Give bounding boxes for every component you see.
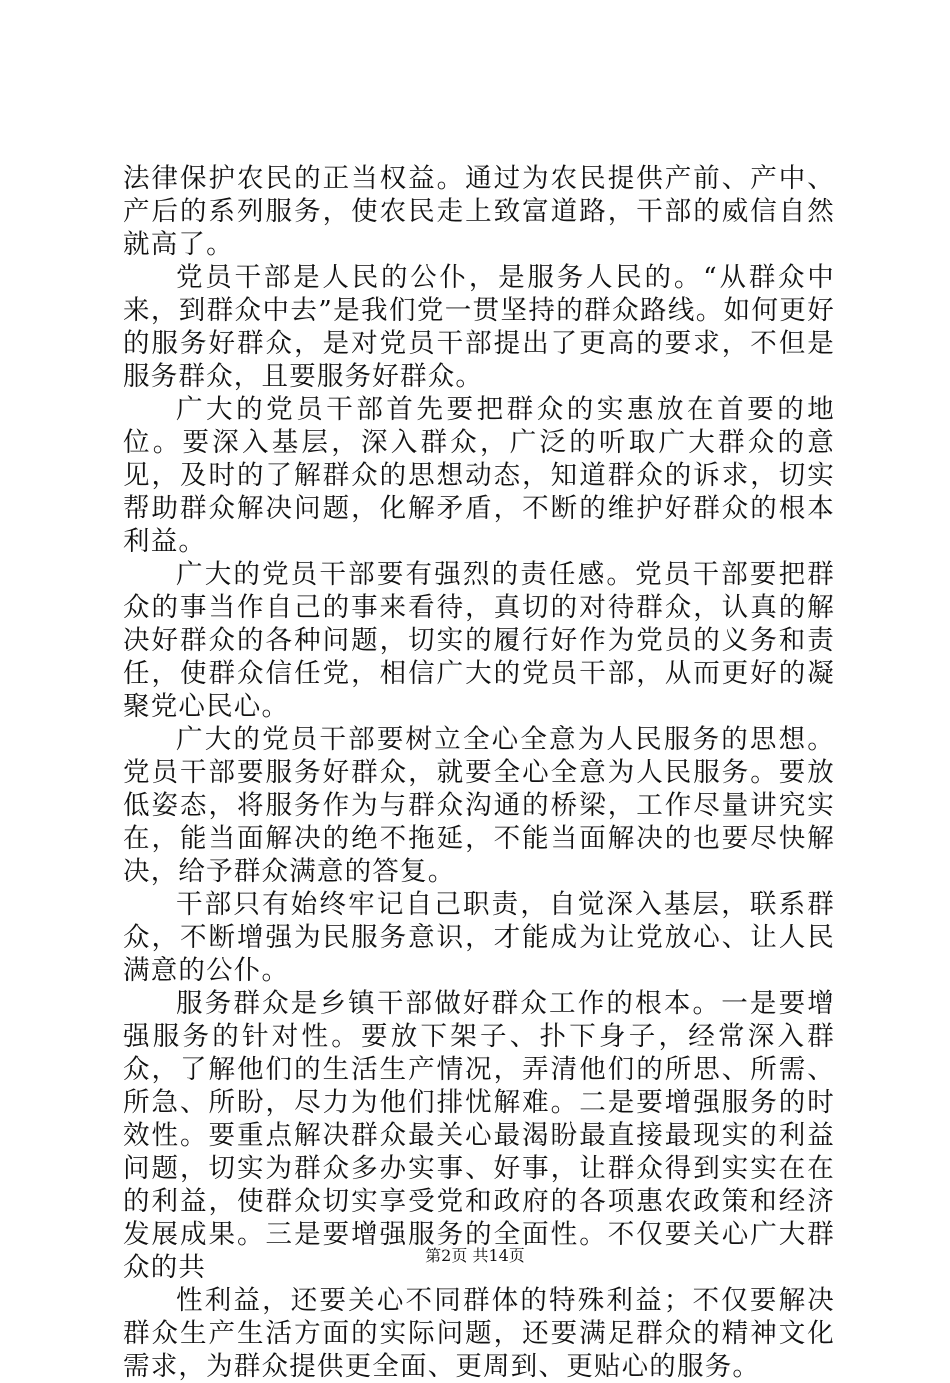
paragraph: 广大的党员干部要有强烈的责任感。党员干部要把群众的事当作自己的事来看待，真切的对待群众，认真的解决好群众的各种问题，切实的履行好作为党员的义务和责任，使群众信任党，相信广大的党员干部，从而更好的凝聚党心民心。 [123,559,835,722]
page-footer: 第2页 共14页 [425,1246,525,1265]
document-body [123,162,835,1383]
paragraph: 性利益，还要关心不同群体的特殊利益；不仅要解决群众生产生活方面的实际问题，还要满足群众的精神文化需求，为群众提供更全面、更周到、更贴心的服务。 [123,1285,835,1382]
paragraph: 服务群众是乡镇干部做好群众工作的根本。一是要增强服务的针对性。要放下架子、扑下身子，经常深入群众，了解他们的生活生产情况，弄清他们的所思、所需、所急、所盼，尽力为他们排忧解难。二是要增强服务的时效性。要重点解决群众最关心最渴盼最直接最现实的利益问题，切实为群众多办实事、好事，让群众得到实实在在的利益，使群众切实享受党和政府的各项惠农政策和经济发展成果。三是要增强服务的全面性。不仅要关心广大群众的共 [123,988,835,1283]
paragraph: 法律保护农民的正当权益。通过为农民提供产前、产中、产后的系列服务，使农民走上致富道路，干部的威信自然就高了。 [123,163,835,260]
paragraph: 干部只有始终牢记自己职责，自觉深入基层，联系群众，不断增强为民服务意识，才能成为让党放心、让人民满意的公仆。 [123,889,835,986]
paragraph: 广大的党员干部要树立全心全意为人民服务的思想。党员干部要服务好群众，就要全心全意为人民服务。要放低姿态，将服务作为与群众沟通的桥梁，工作尽量讲究实在，能当面解决的绝不拖延，不能当面解决的也要尽快解决，给予群众满意的答复。 [123,724,835,887]
paragraph: 党员干部是人民的公仆，是服务人民的。“从群众中来，到群众中去”是我们党一贯坚持的群众路线。如何更好的服务好群众，是对党员干部提出了更高的要求，不但是服务群众，且要服务好群众。 [123,262,835,392]
paragraph: 广大的党员干部首先要把群众的实惠放在首要的地位。要深入基层，深入群众，广泛的听取广大群众的意见，及时的了解群众的思想动态，知道群众的诉求，切实帮助群众解决问题，化解矛盾，不断的维护好群众的根本利益。 [123,394,835,557]
